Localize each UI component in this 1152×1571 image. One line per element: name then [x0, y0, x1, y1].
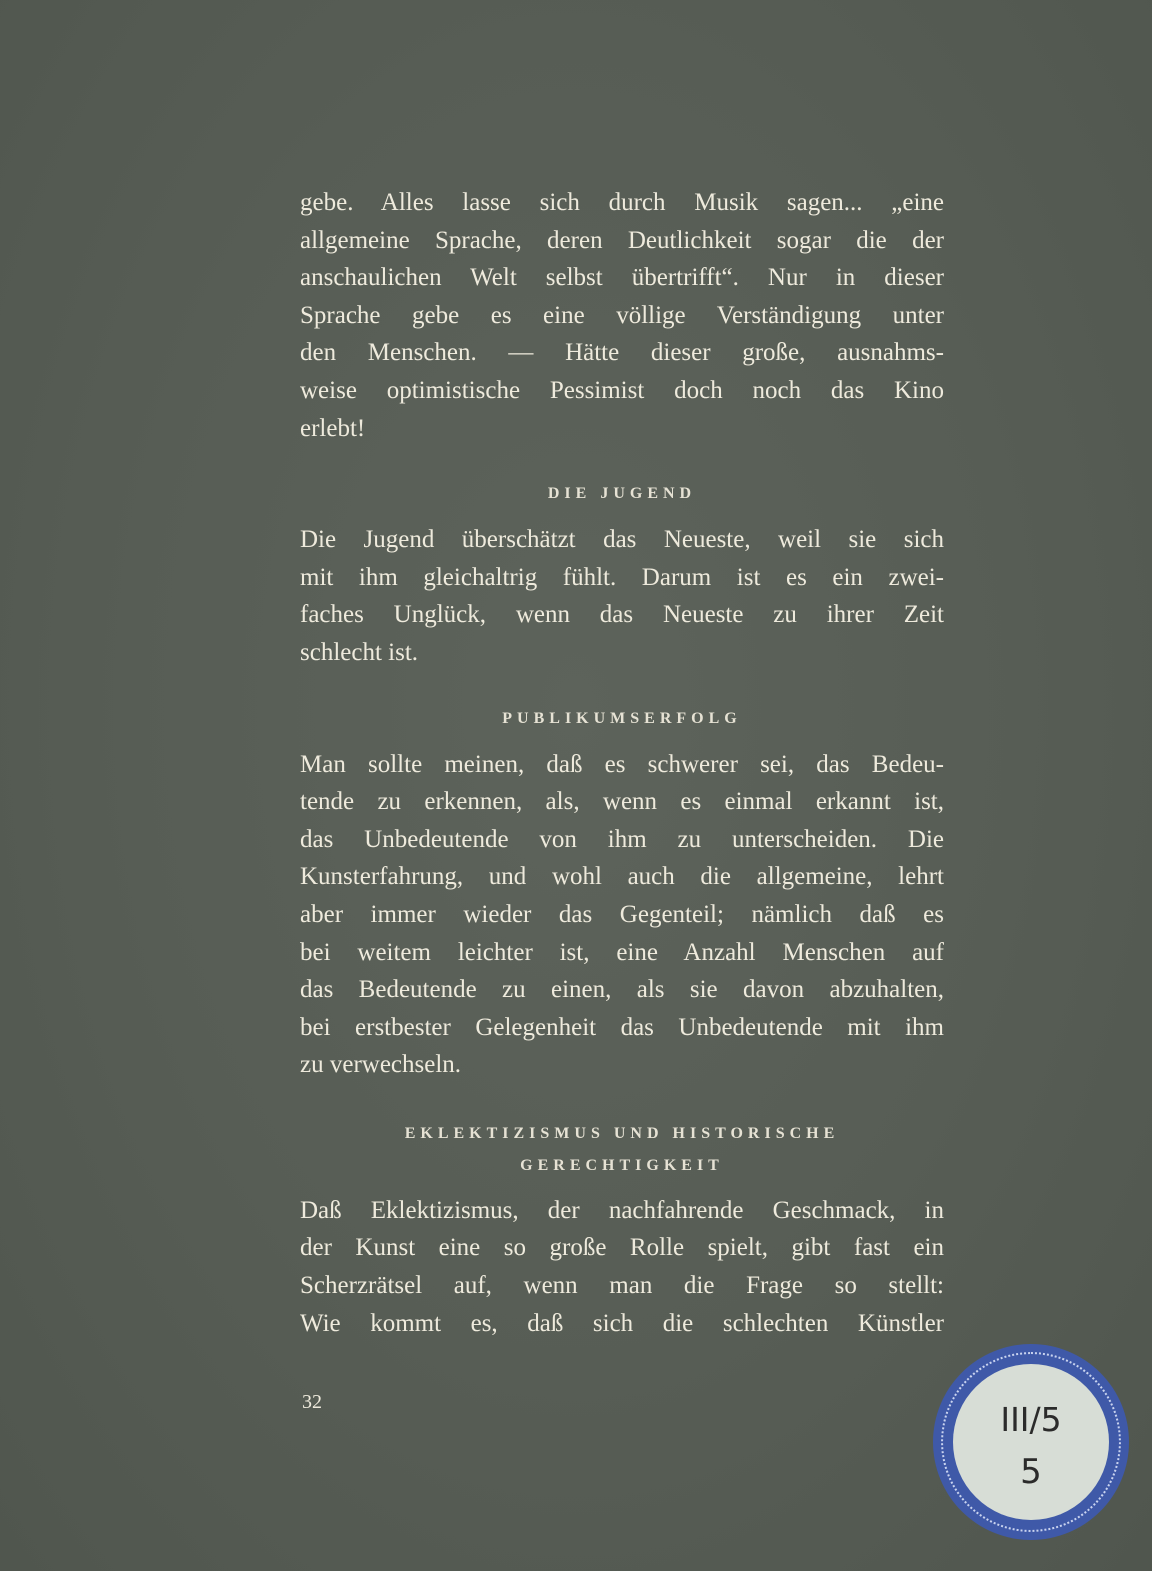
heading-line: GERECHTIGKEIT	[520, 1156, 724, 1174]
page-number: 32	[302, 1391, 322, 1413]
text-line: tende zu erkennen, als, wenn es einmal erkannt ist,	[300, 788, 944, 816]
text-line: Die Jugend überschätzt das Neueste, weil sie sich	[300, 526, 944, 554]
text-line: anschaulichen Welt selbst übertrifft“. Nur in dieser	[300, 264, 944, 292]
text-line: erlebt!	[300, 414, 366, 442]
text-line: bei erstbester Gelegenheit das Unbedeutende mit ihm	[300, 1013, 944, 1041]
text-line: Wie kommt es, daß sich die schlechten Künstler	[300, 1309, 944, 1337]
text-line: bei weitem leichter ist, eine Anzahl Menschen auf	[300, 938, 944, 966]
library-stamp	[933, 1344, 1129, 1540]
text-line: Man sollte meinen, daß es schwerer sei, das Bedeu-	[300, 750, 944, 778]
text-line: aber immer wieder das Gegenteil; nämlich daß es	[300, 900, 944, 928]
text-line: der Kunst eine so große Rolle spielt, gibt fast ein	[300, 1234, 944, 1262]
stamp-shelf-mark: III/5	[1000, 1400, 1062, 1439]
text-line: Kunsterfahrung, und wohl auch die allgemeine, lehrt	[300, 863, 944, 891]
text-line: Sprache gebe es eine völlige Verständigung unter	[300, 301, 944, 329]
paragraph-die-jugend	[300, 521, 944, 671]
section-heading-die-jugend: DIE JUGEND	[547, 485, 697, 503]
section-heading-publikumserfolg: PUBLIKUMSERFOLG	[502, 709, 742, 727]
text-line: gebe. Alles lasse sich durch Musik sagen... „eine	[300, 189, 944, 216]
stamp-label	[953, 1364, 1109, 1520]
text-line: mit ihm gleichaltrig fühlt. Darum ist es ein zwei-	[300, 563, 944, 591]
text-line: den Menschen. — Hätte dieser große, ausnahms-	[300, 339, 944, 367]
text-line: allgemeine Sprache, deren Deutlichkeit sogar die der	[300, 226, 944, 254]
text-line: zu verwechseln.	[300, 1051, 462, 1079]
paragraph-intro	[300, 184, 944, 447]
stamp-number: 5	[1020, 1452, 1042, 1492]
text-line: schlecht ist.	[300, 638, 419, 666]
text-block	[300, 184, 944, 1342]
text-line: das Unbedeutende von ihm zu unterscheiden. Die	[300, 825, 944, 853]
text-line: Daß Eklektizismus, der nachfahrende Geschmack, in	[300, 1196, 944, 1224]
section-heading-eklektizismus	[300, 1118, 944, 1182]
text-line: das Bedeutende zu einen, als sie davon abzuhalten,	[300, 976, 944, 1004]
paragraph-publikumserfolg	[300, 746, 944, 1084]
text-line: weise optimistische Pessimist doch noch das Kino	[300, 376, 944, 404]
paragraph-eklektizismus	[300, 1192, 944, 1342]
text-line: faches Unglück, wenn das Neueste zu ihrer Zeit	[300, 601, 944, 629]
text-line: Scherzrätsel auf, wenn man die Frage so stellt:	[300, 1272, 944, 1300]
heading-line: EKLEKTIZISMUS UND HISTORISCHE	[404, 1124, 840, 1142]
